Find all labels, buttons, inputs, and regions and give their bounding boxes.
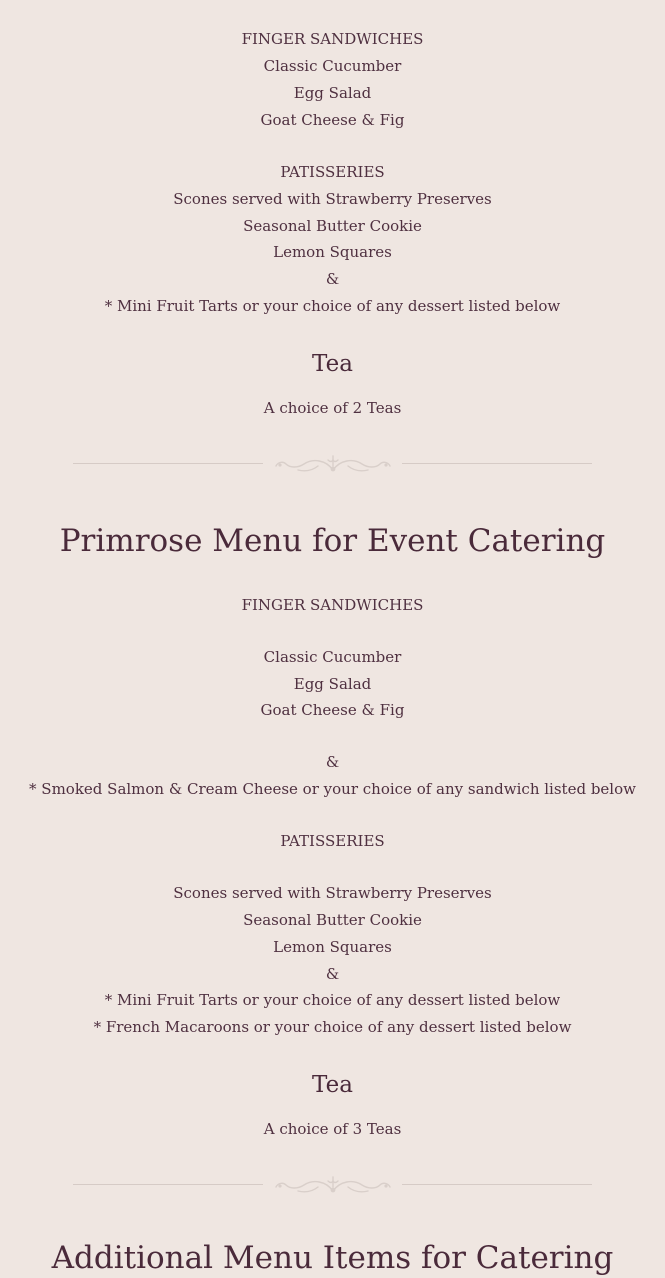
section-divider	[73, 1173, 592, 1197]
section2-tea-text: A choice of 3 Teas	[263, 1120, 402, 1138]
section1-patisseries-heading: PATISSERIES	[280, 163, 385, 181]
section1-sandwich-item: Classic Cucumber	[263, 57, 402, 75]
divider-rule	[73, 463, 263, 464]
section3-title: Additional Menu Items for Catering	[51, 1240, 614, 1276]
section2-patisseries-heading: PATISSERIES	[280, 832, 385, 850]
section1-sandwich-item: Egg Salad	[293, 84, 372, 102]
section2-patisserie-item: &	[325, 965, 340, 983]
section1-sandwich-item: Goat Cheese & Fig	[260, 111, 405, 129]
section2-patisserie-item: * Mini Fruit Tarts or your choice of any dessert listed below	[104, 991, 561, 1009]
section2-sandwich-item: Egg Salad	[293, 675, 372, 693]
section1-patisserie-item: * Mini Fruit Tarts or your choice of any dessert listed below	[104, 297, 561, 315]
section2-patisserie-item: * French Macaroons or your choice of any dessert listed below	[93, 1018, 572, 1036]
section1-patisserie-item: &	[325, 270, 340, 288]
divider-rule	[402, 463, 592, 464]
section2-tea-heading: Tea	[312, 1072, 353, 1098]
section1-patisserie-item: Lemon Squares	[273, 243, 392, 261]
section1-patisserie-item: Seasonal Butter Cookie	[243, 217, 422, 235]
divider-rule	[402, 1184, 592, 1185]
section2-title: Primrose Menu for Event Catering	[59, 523, 606, 559]
section2-sandwich-amp: &	[325, 753, 340, 771]
section1-tea-text: A choice of 2 Teas	[263, 399, 402, 417]
section2-patisserie-item: Lemon Squares	[273, 938, 392, 956]
section2-sandwich-item: Goat Cheese & Fig	[260, 701, 405, 719]
section2-sandwich-extra: * Smoked Salmon & Cream Cheese or your choice of any sandwich listed below	[29, 780, 636, 798]
section-divider	[73, 452, 592, 476]
section2-sandwich-item: Classic Cucumber	[263, 648, 402, 666]
flourish-ornament-icon	[268, 452, 398, 476]
section1-tea-heading: Tea	[312, 351, 353, 377]
section2-patisserie-item: Seasonal Butter Cookie	[243, 911, 422, 929]
section2-sandwiches-heading: FINGER SANDWICHES	[241, 596, 424, 614]
section1-patisserie-item: Scones served with Strawberry Preserves	[173, 190, 492, 208]
flourish-ornament-icon	[268, 1173, 398, 1197]
section1-sandwiches-heading: FINGER SANDWICHES	[241, 30, 424, 48]
section2-patisserie-item: Scones served with Strawberry Preserves	[173, 884, 492, 902]
divider-rule	[73, 1184, 263, 1185]
